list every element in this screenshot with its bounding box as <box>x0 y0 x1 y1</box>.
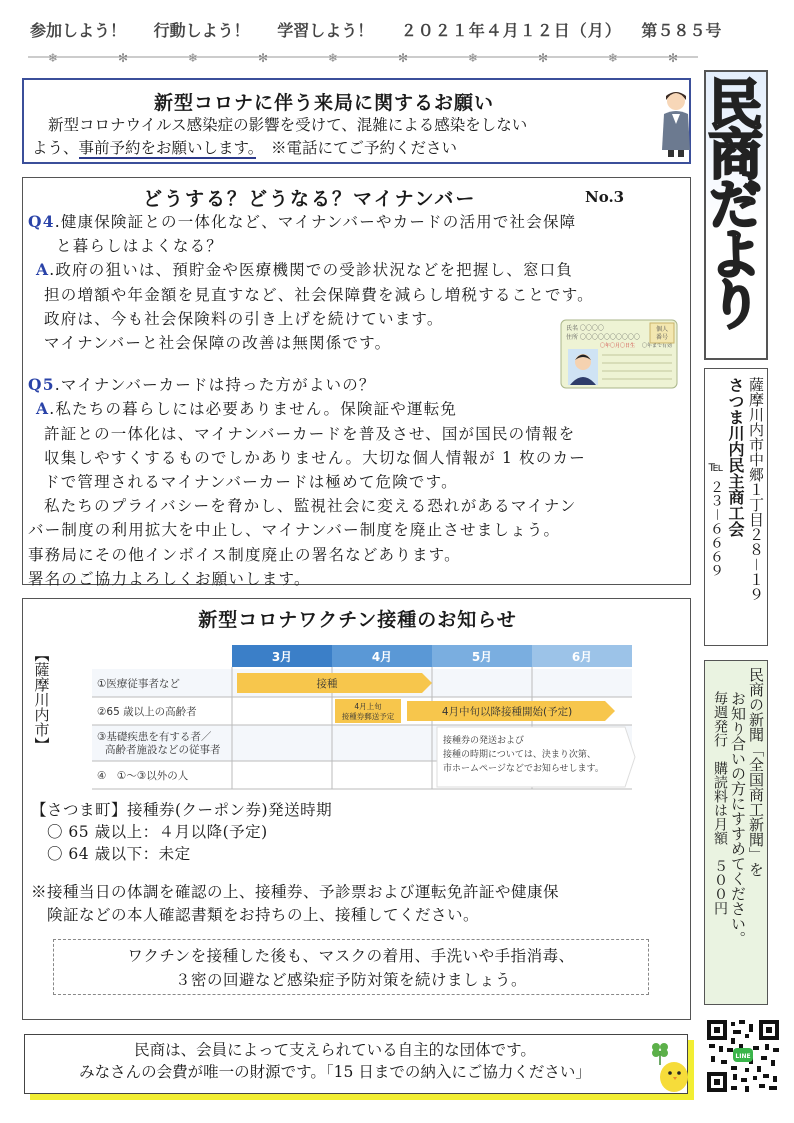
chick-clover-icon <box>650 1039 690 1093</box>
qr-code-icon[interactable] <box>705 1018 781 1094</box>
mynumber-series-number: No.3 <box>585 188 625 206</box>
slogan-2: 行動しよう！ <box>153 21 250 40</box>
a5-line-5: 私たちのプライバシーを脅かし、監視社会に変える恐れがあるマイナン <box>44 497 577 516</box>
row-label: 高齢者施設などの従事者 <box>105 744 221 756</box>
notice-line-1: ※接種当日の体調を確認の上、接種券、予診票および運転免許証や健康保 <box>31 883 560 901</box>
row-label: ②65 歳以上の高齢者 <box>97 706 197 718</box>
bar-label: 4月上旬 <box>354 702 382 711</box>
petition-line-1: 事務局にその他インボイス制度廃止の署名などあります。 <box>28 545 461 564</box>
city-label: 【薩摩川内市】 <box>32 647 51 752</box>
issue-date: ２０２１年４月１２日（月） <box>400 21 622 40</box>
svg-text:❄: ❄ <box>188 51 199 64</box>
row-label: ③基礎疾患を有する者／ <box>97 731 212 743</box>
q4-line-2: と暮らしはよくなる？ <box>56 237 224 256</box>
svg-text:✻: ✻ <box>398 51 409 64</box>
phone-note: ※電話にてご予約ください <box>255 139 458 157</box>
note-line: 市ホームページなどでお知らせします。 <box>443 764 604 774</box>
vaccine-schedule-chart <box>57 645 657 795</box>
a4-line-3: 政府は、今も社会保険料の引き上げを続けています。 <box>44 309 444 328</box>
card-name: 氏名 〇〇〇〇 <box>566 325 604 332</box>
a5-label: A <box>36 399 50 419</box>
qr-line-badge: LINE <box>735 1053 751 1060</box>
a5-text: .私たちの暮らしには必要ありません。保険証や運転免 <box>49 400 458 419</box>
month-label: 6月 <box>571 650 593 664</box>
a4-line-4: マイナンバーと社会保障の改善は無関係です。 <box>44 334 392 353</box>
address-box <box>704 368 768 646</box>
vaccine-title: 新型コロナワクチン接種のお知らせ <box>198 609 517 631</box>
mynumber-article <box>22 177 691 588</box>
card-birth: 〇年〇月〇日生 <box>600 343 636 349</box>
svg-text:✻: ✻ <box>118 51 129 64</box>
card-address: 住所 〇〇〇〇〇〇〇〇〇〇 <box>566 334 640 341</box>
corona-request-line-1: 新型コロナウイルス感染症の影響を受けて、混雑による感染をしない <box>48 116 528 134</box>
note-line: 接種券の発送および <box>443 736 525 746</box>
svg-text:✻: ✻ <box>668 51 679 64</box>
mynumber-title: どうする？どうなる？マイナンバー <box>143 188 477 210</box>
svg-text:❄: ❄ <box>48 51 59 64</box>
note-line: 接種の時期については、決まり次第、 <box>443 750 596 760</box>
footer-text <box>35 1039 635 1083</box>
reminder-line-1: ワクチンを接種した後も、マスクの着用、手洗いや手指消毒、 <box>127 947 575 965</box>
reminder-line-2: ３密の回避など感染症予防対策を続けましょう。 <box>174 971 527 989</box>
row-label: ①医療従事者など <box>97 678 180 690</box>
a4-label: A <box>36 260 50 280</box>
footer-line-2: みなさんの会費が唯一の財源です。「15 日までの納入にご協力ください」 <box>79 1063 591 1081</box>
q4-label: Q4 <box>28 212 55 231</box>
card-badge-1: 個人 <box>655 326 669 333</box>
corona-request-line-2 <box>32 137 632 160</box>
slogan-3: 学習しよう！ <box>277 21 374 40</box>
row-label: ④ ①～③以外の人 <box>97 770 189 782</box>
footer-line-1: 民商は、会員によって支えられている自主的な団体です。 <box>134 1041 536 1059</box>
svg-text:❄: ❄ <box>468 51 479 64</box>
slogan-1: 参加しよう！ <box>30 21 127 40</box>
q5-text: .マイナンバーカードは持った方がよいの？ <box>54 376 376 395</box>
petition-line-2: 署名のご協力よろしくお願いします。 <box>28 569 311 588</box>
svg-text:✻: ✻ <box>258 51 269 64</box>
town-schedule-item: 〇 64 歳以下：未定 <box>47 845 191 863</box>
month-label: 3月 <box>271 650 293 664</box>
a5-line-1 <box>28 397 690 421</box>
mynumber-card-illustration <box>560 319 678 389</box>
svg-text:❄: ❄ <box>328 51 339 64</box>
q4-line-1 <box>28 210 690 234</box>
newspaper-ad <box>704 660 768 1005</box>
organization-name: さつま川内民主商工会 <box>726 377 745 537</box>
q4-text: .健康保険証との一体化など、マイナンバーやカードの活用で社会保障 <box>54 213 577 231</box>
receptionist-illustration <box>654 88 698 158</box>
month-label: 5月 <box>471 650 493 664</box>
a4-line-1 <box>28 258 690 282</box>
telephone: ℡ ２３－６６６９ <box>708 459 724 578</box>
svg-text:❄: ❄ <box>608 51 619 64</box>
town-schedule-title: 【さつま町】接種券(クーポン券)発送時期 <box>31 801 333 819</box>
snowflake-divider <box>28 50 698 64</box>
svg-text:✻: ✻ <box>538 51 549 64</box>
month-label: 4月 <box>371 650 393 664</box>
ad-line-2: お知り合いの方にすすめてください。 <box>729 691 747 946</box>
a5-line-3: 収集しやすくするものでしかありません。大切な個人情報が 1 枚のカー <box>44 448 586 467</box>
text-fragment: よう、 <box>32 139 79 157</box>
corona-request-box <box>22 78 691 164</box>
a5-line-4: ドで管理されるマイナンバーカードは極めて危険です。 <box>44 473 458 492</box>
a4-line-2: 担の増額や年金額を見直すなど、社会保障費を減らし増税することです。 <box>44 285 594 304</box>
header-bar <box>30 18 770 41</box>
card-badge-2: 番号 <box>655 334 669 341</box>
reservation-emphasis: 事前予約をお願いします。 <box>78 139 256 157</box>
masthead <box>700 70 768 360</box>
notice-line-2: 険証などの本人確認書類をお持ちの上、接種してください。 <box>47 906 480 924</box>
bar-label: 4月中旬以降接種開始(予定) <box>441 706 573 718</box>
bar-label: 接種券郵送予定 <box>341 712 395 721</box>
ad-line-3: 毎週発行 購読料は月額 ５００円 <box>712 691 728 915</box>
ad-line-1: 民商の新聞「全国商工新聞」を <box>747 667 765 877</box>
footer-box <box>24 1034 688 1094</box>
corona-request-text <box>32 114 632 160</box>
issue-number: 第５８５号 <box>641 21 722 40</box>
corona-request-title: 新型コロナに伴う来局に関するお願い <box>153 92 494 114</box>
a5-line-6: バー制度の利用拡大を中止し、マイナンバー制度を廃止させましょう。 <box>28 521 561 540</box>
town-schedule-item: 〇 65 歳以上：４月以降(予定) <box>47 823 268 841</box>
masthead-title: 民商だより <box>700 76 763 326</box>
a5-line-2: 許証との一体化は、マイナンバーカードを普及させ、国が国民の情報を <box>44 424 576 443</box>
a4-text: .政府の狙いは、預貯金や医療機関での受診状況などを把握し、窓口負 <box>49 261 574 280</box>
vaccine-article <box>22 598 691 1020</box>
card-expiry: 〇年まで有効 <box>642 343 673 349</box>
q5-label: Q5 <box>28 375 55 395</box>
bar-label: 接種 <box>316 678 338 690</box>
address-line: 薩摩川内市中郷１丁目２８－１９ <box>747 377 765 603</box>
prevention-reminder <box>53 939 649 995</box>
mynumber-body <box>28 210 690 591</box>
